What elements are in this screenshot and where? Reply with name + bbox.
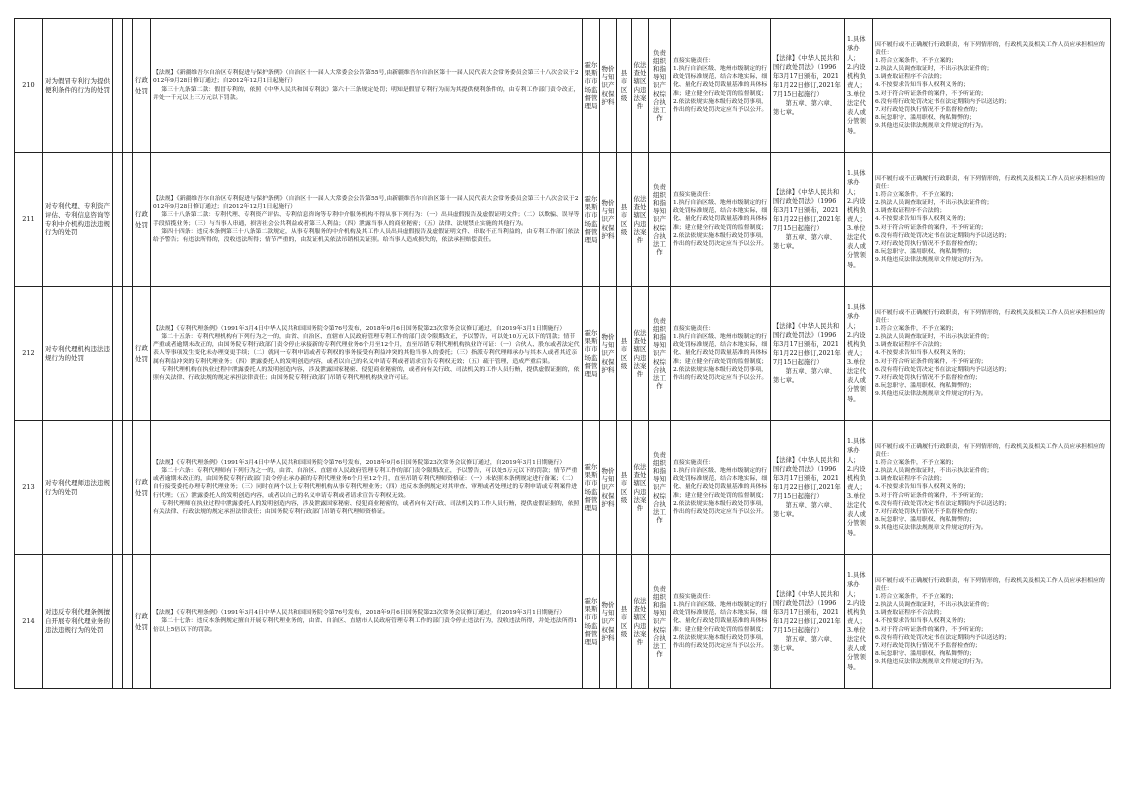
legal-basis (151, 287, 583, 421)
responsible-subject: 1.具体承办人； 2.内设机构负责人； 3.单位法定代表人或分管领导。 (845, 287, 873, 421)
responsibility-law (771, 555, 845, 689)
item-category: 行政处罚 (133, 153, 151, 287)
legal-basis-paragraph: 专利代理机构在执业过程中泄露委托人的发明创造内容，涉及泄露国家秘密、侵犯商业秘密的，或者向有关行政、司法机关的工作人员行贿，提供虚假证据的，依照有关法律、行政法规的规定承担法律责任；由国务院专利行政部门吊销专利代理机构执业许可证。 (153, 366, 580, 381)
legal-basis-paragraph: 第三十九条第二款：假冒专利的，依照《中华人民共和国专利法》第六十三条规定处罚；明知是假冒专利行为而为其提供便利条件的，由专利工作部门责令改正，并处一千元以上三万元以下罚款。 (153, 86, 580, 101)
item-category: 行政处罚 (133, 555, 151, 689)
item-category: 行政处罚 (133, 19, 151, 153)
empty-cell (123, 287, 133, 421)
responsible-subject: 1.具体承办人； 2.内设机构负责人； 3.单位法定代表人或分管领导。 (845, 19, 873, 153)
implementing-department: 霍尔果斯市市场监督管理局 (583, 153, 600, 287)
power-list-table (14, 18, 1111, 689)
office-duty: 负责组织和指导知识产权综合执法工作 (649, 555, 671, 689)
responsible-subject: 1.具体承办人； 2.内设机构负责人； 3.单位法定代表人或分管领导。 (845, 421, 873, 555)
office-duty: 负责组织和指导知识产权综合执法工作 (649, 153, 671, 287)
legal-basis (151, 555, 583, 689)
responsible-office: 物价与知识产权保护科 (600, 153, 617, 287)
responsibility-law (771, 287, 845, 421)
law-citation: 【法律】《中华人民共和国行政处罚法》（1996年3月17日颁布，2021年1月22日修订,2021年7月15日起施行） (773, 54, 841, 99)
item-number: 210 (15, 19, 43, 153)
table-row (15, 421, 1111, 555)
exercise-level: 县市区级 (617, 153, 632, 287)
item-number: 214 (15, 555, 43, 689)
accountability-cases: 因不履行或不正确履行行政职责，有下列情形的，行政机关及相关工作人员应承担相应的责任： 1.符合立案条件，不予立案的； 2.执法人员调查取证时，不出示执法证件的； 3.调查取证程序不合法的； 4.不按要求告知当事人权利义务的； 5.对于符合听证条件的案件，不予听证的； 6.没有将行政处罚决定书在法定期限内予以送达的； 7.对行政处罚执行情况不予监督检查的； 8.玩忽职守、滥用职权、徇私舞弊的； 9.其他违反法律法规规章文件规定的行为。 (873, 153, 1111, 287)
table-row (15, 153, 1111, 287)
responsibility-items: 直接实施责任： 1.执行自治区级、地州市级制定的行政处罚标准规范，结合本地实际，细化、量化行政处罚裁量基准的具体标准；建立健全行政处罚的监督制度； 2.依法依规实施本级行政处罚事项，作出的行政处罚决定应当予以公开。 (671, 153, 771, 287)
implementing-department: 霍尔果斯市市场监督管理局 (583, 287, 600, 421)
law-chapters: 第五章、第六章、第七章。 (773, 100, 836, 117)
jurisdiction-scope: 依法查处辖区内违法案件 (632, 153, 649, 287)
legal-basis-paragraph: 专利代理师在执业过程中泄露委托人的发明创造内容，涉及泄露国家秘密、侵犯商业秘密的，或者向有关行政、司法机关的工作人员行贿，提供虚假证据的，依照有关法律、行政法规的规定承担法律责任；由国务院专利行政部门吊销专利代理师资格证。 (153, 500, 580, 515)
item-number: 212 (15, 287, 43, 421)
implementing-department: 霍尔果斯市市场监督管理局 (583, 19, 600, 153)
table-row (15, 287, 1111, 421)
responsible-office: 物价与知识产权保护科 (600, 421, 617, 555)
empty-cell (113, 287, 123, 421)
empty-cell (113, 153, 123, 287)
office-duty: 负责组织和指导知识产权综合执法工作 (649, 19, 671, 153)
law-citation: 【法律】《中华人民共和国行政处罚法》（1996年3月17日颁布，2021年1月22日修订,2021年7月15日起施行） (773, 188, 841, 233)
implementing-department: 霍尔果斯市市场监督管理局 (583, 555, 600, 689)
law-chapters: 第五章、第六章、第七章。 (773, 234, 836, 251)
item-category: 行政处罚 (133, 421, 151, 555)
item-name: 对专利代理机构违法违规行为的处罚 (43, 287, 113, 421)
empty-cell (123, 421, 133, 555)
responsibility-items: 直接实施责任： 1.执行自治区级、地州市级制定的行政处罚标准规范，结合本地实际，细化、量化行政处罚裁量基准的具体标准；建立健全行政处罚的监督制度； 2.依法依规实施本级行政处罚事项，作出的行政处罚决定应当予以公开。 (671, 287, 771, 421)
item-name: 对专利代理、专利资产评估、专利信息咨询等专利中介机构违法违规行为的处罚 (43, 153, 113, 287)
law-chapters: 第五章、第六章、第七章。 (773, 368, 836, 385)
responsible-office: 物价与知识产权保护科 (600, 555, 617, 689)
exercise-level: 县市区级 (617, 19, 632, 153)
item-number: 211 (15, 153, 43, 287)
item-name: 对专利代理师违法违规行为的处罚 (43, 421, 113, 555)
empty-cell (113, 421, 123, 555)
responsibility-items: 直接实施责任： 1.执行自治区级、地州市级制定的行政处罚标准规范，结合本地实际，细化、量化行政处罚裁量基准的具体标准；建立健全行政处罚的监督制度； 2.依法依规实施本级行政处罚事项，作出的行政处罚决定应当予以公开。 (671, 421, 771, 555)
responsible-office: 物价与知识产权保护科 (600, 19, 617, 153)
jurisdiction-scope: 依法查处辖区内违法案件 (632, 421, 649, 555)
item-category: 行政处罚 (133, 287, 151, 421)
empty-cell (123, 555, 133, 689)
legal-basis-paragraph: 第二十五条：专利代理机构有下列行为之一的，由省、自治区、直辖市人民政府管理专利工作的部门责令限期改正，予以警告，可以处10万元以下的罚款；情节严重或者逾期未改正的，由国务院专利行政部门责令停止承接新的专利代理业务6个月至12个月，直至吊销专利代理机构执业许可证：（一）合伙人、股东或者法定代表人等事项发生变化未办理变更手续；（二）就同一专利申请或者专利权的事务接受有利益冲突的其他当事人的委托；（三）指派专利代理师承办与其本人或者其近亲属有利益冲突的专利代理业务；（四）泄露委托人的发明创造内容，或者以自己的名义申请专利或者请求宣告专利权无效；（五）疏于管理，造成严重后果。 (153, 334, 580, 365)
exercise-level: 县市区级 (617, 287, 632, 421)
accountability-cases: 因不履行或不正确履行行政职责，有下列情形的，行政机关及相关工作人员应承担相应的责任： 1.符合立案条件，不予立案的； 2.执法人员调查取证时，不出示执法证件的； 3.调查取证程序不合法的； 4.不按要求告知当事人权利义务的； 5.对于符合听证条件的案件，不予听证的； 6.没有将行政处罚决定书在法定期限内予以送达的； 7.对行政处罚执行情况不予监督检查的； 8.玩忽职守、滥用职权、徇私舞弊的； 9.其他违反法律法规规章文件规定的行为。 (873, 421, 1111, 555)
law-citation: 【法律】《中华人民共和国行政处罚法》（1996年3月17日颁布，2021年1月22日修订,2021年7月15日起施行） (773, 322, 841, 367)
law-citation: 【法律】《中华人民共和国行政处罚法》（1996年3月17日颁布，2021年1月22日修订,2021年7月15日起施行） (773, 456, 841, 501)
responsible-subject: 1.具体承办人； 2.内设机构负责人； 3.单位法定代表人或分管领导。 (845, 555, 873, 689)
legal-basis-paragraph: 【法规】《专利代理条例》（1991年3月4日中华人民共和国国务院令第76号发布，2018年9月6日国务院第23次常务会议修订通过，自2019年3月1日期施行） (153, 326, 566, 332)
empty-cell (123, 153, 133, 287)
exercise-level: 县市区级 (617, 421, 632, 555)
legal-basis-paragraph: 第四十四条：违反本条例第三十八条第二款规定，从事专利服务的中介机构及其工作人员出具虚假报告及虚假证明文件、串取不正当利益的，由专利工作部门依法给予警告；有违法所得的，没收违法所得；情节严重的，由发证机关依法吊销相关证照。给当事人造成损失的，依法承担赔偿责任。 (153, 228, 580, 243)
implementing-department: 霍尔果斯市市场监督管理局 (583, 421, 600, 555)
responsible-office: 物价与知识产权保护科 (600, 287, 617, 421)
item-name: 对为假冒专利行为提供便利条件的行为的处罚 (43, 19, 113, 153)
law-chapters: 第五章、第六章、第七章。 (773, 636, 836, 653)
jurisdiction-scope: 依法查处辖区内违法案件 (632, 555, 649, 689)
empty-cell (123, 19, 133, 153)
item-name: 对违反专利代理条例擅自开展专利代理业务的违法违规行为的处罚 (43, 555, 113, 689)
empty-cell (113, 19, 123, 153)
table-row (15, 555, 1111, 689)
legal-basis-paragraph: 【法规】《新疆维吾尔自治区专利促进与保护条例》（自治区十一届人大常委会公告第55号,由新疆维吾尔自治区第十一届人民代表大会常务委员会第三十八次会议于2012年9月28日修订通过；自2012年12月1日起施行） (153, 196, 579, 211)
table-row (15, 19, 1111, 153)
legal-basis (151, 153, 583, 287)
office-duty: 负责组织和指导知识产权综合执法工作 (649, 287, 671, 421)
responsibility-law (771, 19, 845, 153)
responsibility-law (771, 153, 845, 287)
responsibility-items: 直接实施责任： 1.执行自治区级、地州市级制定的行政处罚标准规范，结合本地实际，细化、量化行政处罚裁量基准的具体标准；建立健全行政处罚的监督制度； 2.依法依规实施本级行政处罚事项，作出的行政处罚决定应当予以公开。 (671, 555, 771, 689)
accountability-cases: 因不履行或不正确履行行政职责，有下列情形的，行政机关及相关工作人员应承担相应的责任： 1.符合立案条件，不予立案的； 2.执法人员调查取证时，不出示执法证件的； 3.调查取证程序不合法的； 4.不按要求告知当事人权利义务的； 5.对于符合听证条件的案件，不予听证的； 6.没有将行政处罚决定书在法定期限内予以送达的； 7.对行政处罚执行情况不予监督检查的； 8.玩忽职守、滥用职权、徇私舞弊的； 9.其他违反法律法规规章文件规定的行为。 (873, 555, 1111, 689)
legal-basis (151, 19, 583, 153)
law-citation: 【法律】《中华人民共和国行政处罚法》（1996年3月17日颁布，2021年1月22日修订,2021年7月15日起施行） (773, 590, 841, 635)
legal-basis-paragraph: 【法规】《专利代理条例》（1991年3月4日中华人民共和国国务院令第76号发布，2018年9月6日国务院第23次常务会议修订通过，自2019年3月1日期施行） (153, 610, 566, 617)
law-chapters: 第五章、第六章、第七章。 (773, 502, 836, 519)
legal-basis (151, 421, 583, 555)
responsibility-law (771, 421, 845, 555)
exercise-level: 县市区级 (617, 555, 632, 689)
item-number: 213 (15, 421, 43, 555)
responsibility-items: 直接实施责任： 1.执行自治区级、地州市级制定的行政处罚标准规范，结合本地实际，细化、量化行政处罚裁量基准的具体标准；建立健全行政处罚的监督制度； 2.依法依规实施本级行政处罚事项，作出的行政处罚决定应当予以公开。 (671, 19, 771, 153)
responsible-subject: 1.具体承办人； 2.内设机构负责人； 3.单位法定代表人或分管领导。 (845, 153, 873, 287)
legal-basis-paragraph: 【法规】《新疆维吾尔自治区专利促进与保护条例》（自治区十一届人大常委会公告第55号,由新疆维吾尔自治区第十一届人民代表大会常务委员会第三十八次会议于2012年9月28日修订通过；自2012年12月1日起施行） (153, 70, 579, 85)
empty-cell (113, 555, 123, 689)
legal-basis-paragraph: 第二十六条：专利代理师有下列行为之一的，由省、自治区、直辖市人民政府管理专利工作的部门责令限期改正，予以警告，可以处5万元以下的罚款；情节严重或者逾期未改正的，由国务院专利行政部门责令停止承办新的专利代理业务6个月至12个月，直至吊销专利代理师资格证：（一）未依照本条例规定进行备案；（二）自行接受委托办理专利代理业务；（三）同时在两个以上专利代理机构从事专利代理业务；（四）违反本条例规定对其审查、审理或者处理过的专利申请或专利案件进行代理；（五）泄露委托人的发明创造内容，或者以自己的名义申请专利或者请求宣告专利权无效。 (153, 468, 578, 499)
legal-basis-paragraph: 第二十七条：违反本条例规定擅自开展专利代理业务的，由省、自治区、直辖市人民政府管理专利工作的部门责令停止违法行为，没收违法所得，并处违法所得1倍以上5倍以下的罚款。 (153, 618, 578, 633)
jurisdiction-scope: 依法查处辖区内违法案件 (632, 19, 649, 153)
legal-basis-paragraph: 【法规】《专利代理条例》（1991年3月4日中华人民共和国国务院令第76号发布，2018年9月6日国务院第23次常务会议修订通过，自2019年3月1日期施行） (153, 460, 566, 466)
office-duty: 负责组织和指导知识产权综合执法工作 (649, 421, 671, 555)
legal-basis-paragraph: 第三十八条第二款：专利代理、专利资产评估、专利信息咨询等专利中介服务机构不得从事下列行为：（一）出具虚假报告及虚假证明文件；（二）以欺骗、误导等手段招揽业务；（三）与当事人串通，损害社会公共利益或者第三人利益；（四）泄露当事人的商业秘密；（五）法律、法规禁止实施的其他行为。 (153, 212, 580, 227)
jurisdiction-scope: 依法查处辖区内违法案件 (632, 287, 649, 421)
accountability-cases: 因不履行或不正确履行行政职责，有下列情形的，行政机关及相关工作人员应承担相应的责任： 1.符合立案条件，不予立案的； 2.执法人员调查取证时，不出示执法证件的； 3.调查取证程序不合法的； 4.不按要求告知当事人权利义务的； 5.对于符合听证条件的案件，不予听证的； 6.没有将行政处罚决定书在法定期限内予以送达的； 7.对行政处罚执行情况不予监督检查的； 8.玩忽职守、滥用职权、徇私舞弊的； 9.其他违反法律法规规章文件规定的行为。 (873, 287, 1111, 421)
accountability-cases: 因不履行或不正确履行行政职责，有下列情形的，行政机关及相关工作人员应承担相应的责任： 1.符合立案条件，不予立案的； 2.执法人员调查取证时，不出示执法证件的； 3.调查取证程序不合法的； 4.不按要求告知当事人权利义务的； 5.对于符合听证条件的案件，不予听证的； 6.没有将行政处罚决定书在法定期限内予以送达的； 7.对行政处罚执行情况不予监督检查的； 8.玩忽职守、滥用职权、徇私舞弊的； 9.其他违反法律法规规章文件规定的行为。 (873, 19, 1111, 153)
